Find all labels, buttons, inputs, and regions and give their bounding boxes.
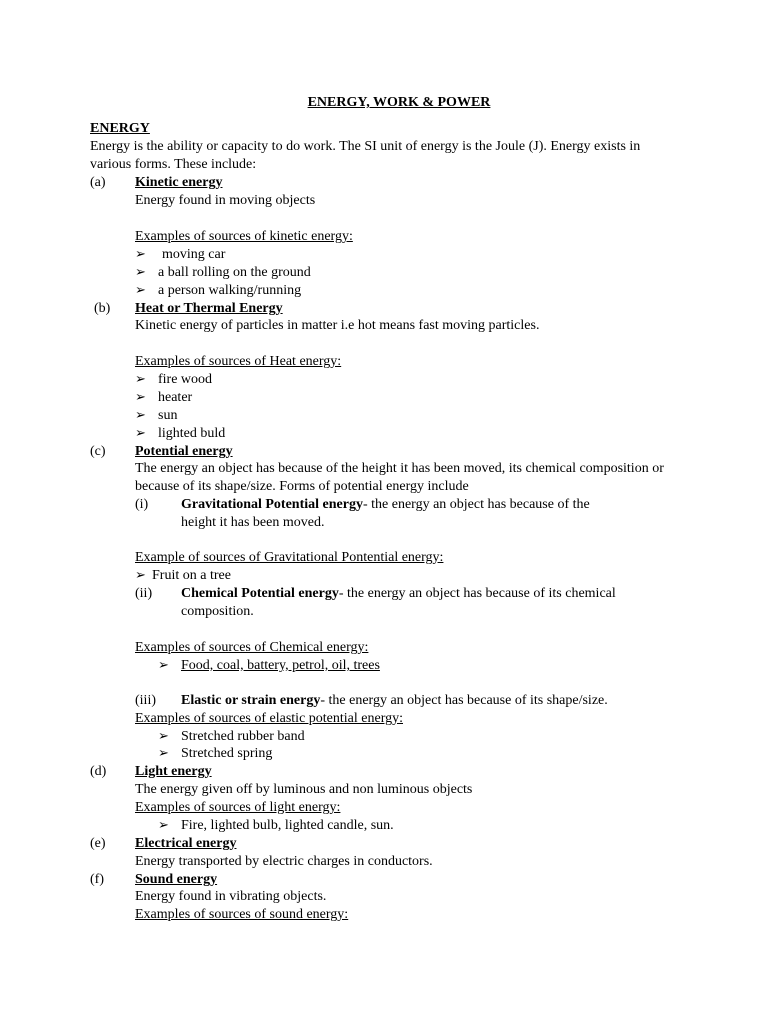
- chemical-definition-text: - the energy an object has because of its chemical: [338, 586, 616, 601]
- list-item-text: Fruit on a tree: [152, 568, 231, 583]
- item-label-e: (e): [90, 836, 106, 851]
- electrical-energy-description: Energy transported by electric charges in conductors.: [135, 854, 433, 869]
- list-item-text: lighted buld: [158, 426, 226, 441]
- potential-energy-description-line-2: because of its shape/size. Forms of potential energy include: [135, 479, 469, 494]
- item-label-b: (b): [94, 301, 111, 316]
- item-label-d: (d): [90, 764, 107, 779]
- arrow-bullet-icon: ➢: [158, 729, 169, 744]
- heat-energy-heading: Heat or Thermal Energy: [135, 301, 283, 316]
- heat-examples-heading: Examples of sources of Heat energy:: [135, 354, 342, 369]
- light-energy-heading: Light energy: [135, 764, 212, 779]
- arrow-bullet-icon: ➢: [135, 372, 146, 387]
- arrow-bullet-icon: ➢: [158, 658, 169, 673]
- kinetic-energy-heading: Kinetic energy: [135, 175, 223, 190]
- item-label-a: (a): [90, 175, 106, 190]
- kinetic-examples-heading: Examples of sources of kinetic energy:: [135, 229, 353, 244]
- arrow-bullet-icon: ➢: [135, 265, 146, 280]
- intro-text-line-1: Energy is the ability or capacity to do work. The SI unit of energy is the Joule (J). Energy exists in: [90, 139, 641, 154]
- sound-energy-heading: Sound energy: [135, 872, 218, 887]
- arrow-bullet-icon: ➢: [135, 426, 146, 441]
- item-label-c: (c): [90, 444, 106, 459]
- list-item-text: Fire, lighted bulb, lighted candle, sun.: [181, 818, 394, 833]
- gravitational-examples-heading: Example of sources of Gravitational Pontential energy:: [135, 550, 444, 565]
- potential-energy-description-line-1: The energy an object has because of the height it has been moved, its chemical composition or: [135, 461, 664, 476]
- sound-examples-heading: Examples of sources of sound energy:: [135, 907, 349, 922]
- section-heading-energy: ENERGY: [90, 121, 150, 136]
- elastic-definition: [181, 692, 608, 709]
- sound-energy-description: Energy found in vibrating objects.: [135, 889, 327, 904]
- light-examples-heading: Examples of sources of light energy:: [135, 800, 341, 815]
- subitem-label-i: (i): [135, 497, 149, 512]
- arrow-bullet-icon: ➢: [135, 408, 146, 423]
- heat-energy-description: Kinetic energy of particles in matter i.e hot means fast moving particles.: [135, 318, 540, 333]
- list-item-text: fire wood: [158, 372, 213, 387]
- list-item-text: Stretched rubber band: [181, 729, 305, 744]
- kinetic-energy-description: Energy found in moving objects: [135, 193, 316, 208]
- light-energy-description: The energy given off by luminous and non luminous objects: [135, 782, 473, 797]
- arrow-bullet-icon: ➢: [135, 568, 146, 583]
- list-item-text: Food, coal, battery, petrol, oil, trees: [181, 658, 380, 673]
- elastic-examples-heading: Examples of sources of elastic potential energy:: [135, 711, 403, 726]
- list-item-text: a ball rolling on the ground: [158, 265, 311, 280]
- elastic-term: Elastic or strain energy: [181, 693, 321, 708]
- electrical-energy-heading: Electrical energy: [135, 836, 237, 851]
- chemical-definition-line-1: [181, 585, 616, 602]
- gravitational-term: Gravitational Potential energy: [181, 497, 363, 512]
- arrow-bullet-icon: ➢: [135, 283, 146, 298]
- list-item-text: sun: [158, 408, 178, 423]
- gravitational-definition-text: - the energy an object has because of the: [362, 497, 590, 512]
- item-label-f: (f): [90, 872, 104, 887]
- arrow-bullet-icon: ➢: [158, 818, 169, 833]
- list-item-text: Stretched spring: [181, 746, 273, 761]
- potential-energy-heading: Potential energy: [135, 444, 233, 459]
- arrow-bullet-icon: ➢: [135, 247, 146, 262]
- subitem-label-ii: (ii): [135, 586, 153, 601]
- chemical-term: Chemical Potential energy: [181, 586, 339, 601]
- list-item-text: a person walking/running: [158, 283, 302, 298]
- arrow-bullet-icon: ➢: [158, 746, 169, 761]
- intro-text-line-2: various forms. These include:: [90, 157, 257, 172]
- gravitational-definition-line-2: height it has been moved.: [181, 515, 325, 530]
- gravitational-definition-line-1: [181, 496, 590, 513]
- arrow-bullet-icon: ➢: [135, 390, 146, 405]
- list-item-text: moving car: [162, 247, 226, 262]
- chemical-examples-heading: Examples of sources of Chemical energy:: [135, 640, 369, 655]
- elastic-definition-text: - the energy an object has because of its shape/size.: [320, 693, 608, 708]
- document-title: ENERGY, WORK & POWER: [307, 95, 491, 110]
- chemical-definition-line-2: composition.: [181, 604, 254, 619]
- list-item-text: heater: [158, 390, 193, 405]
- subitem-label-iii: (iii): [135, 693, 156, 708]
